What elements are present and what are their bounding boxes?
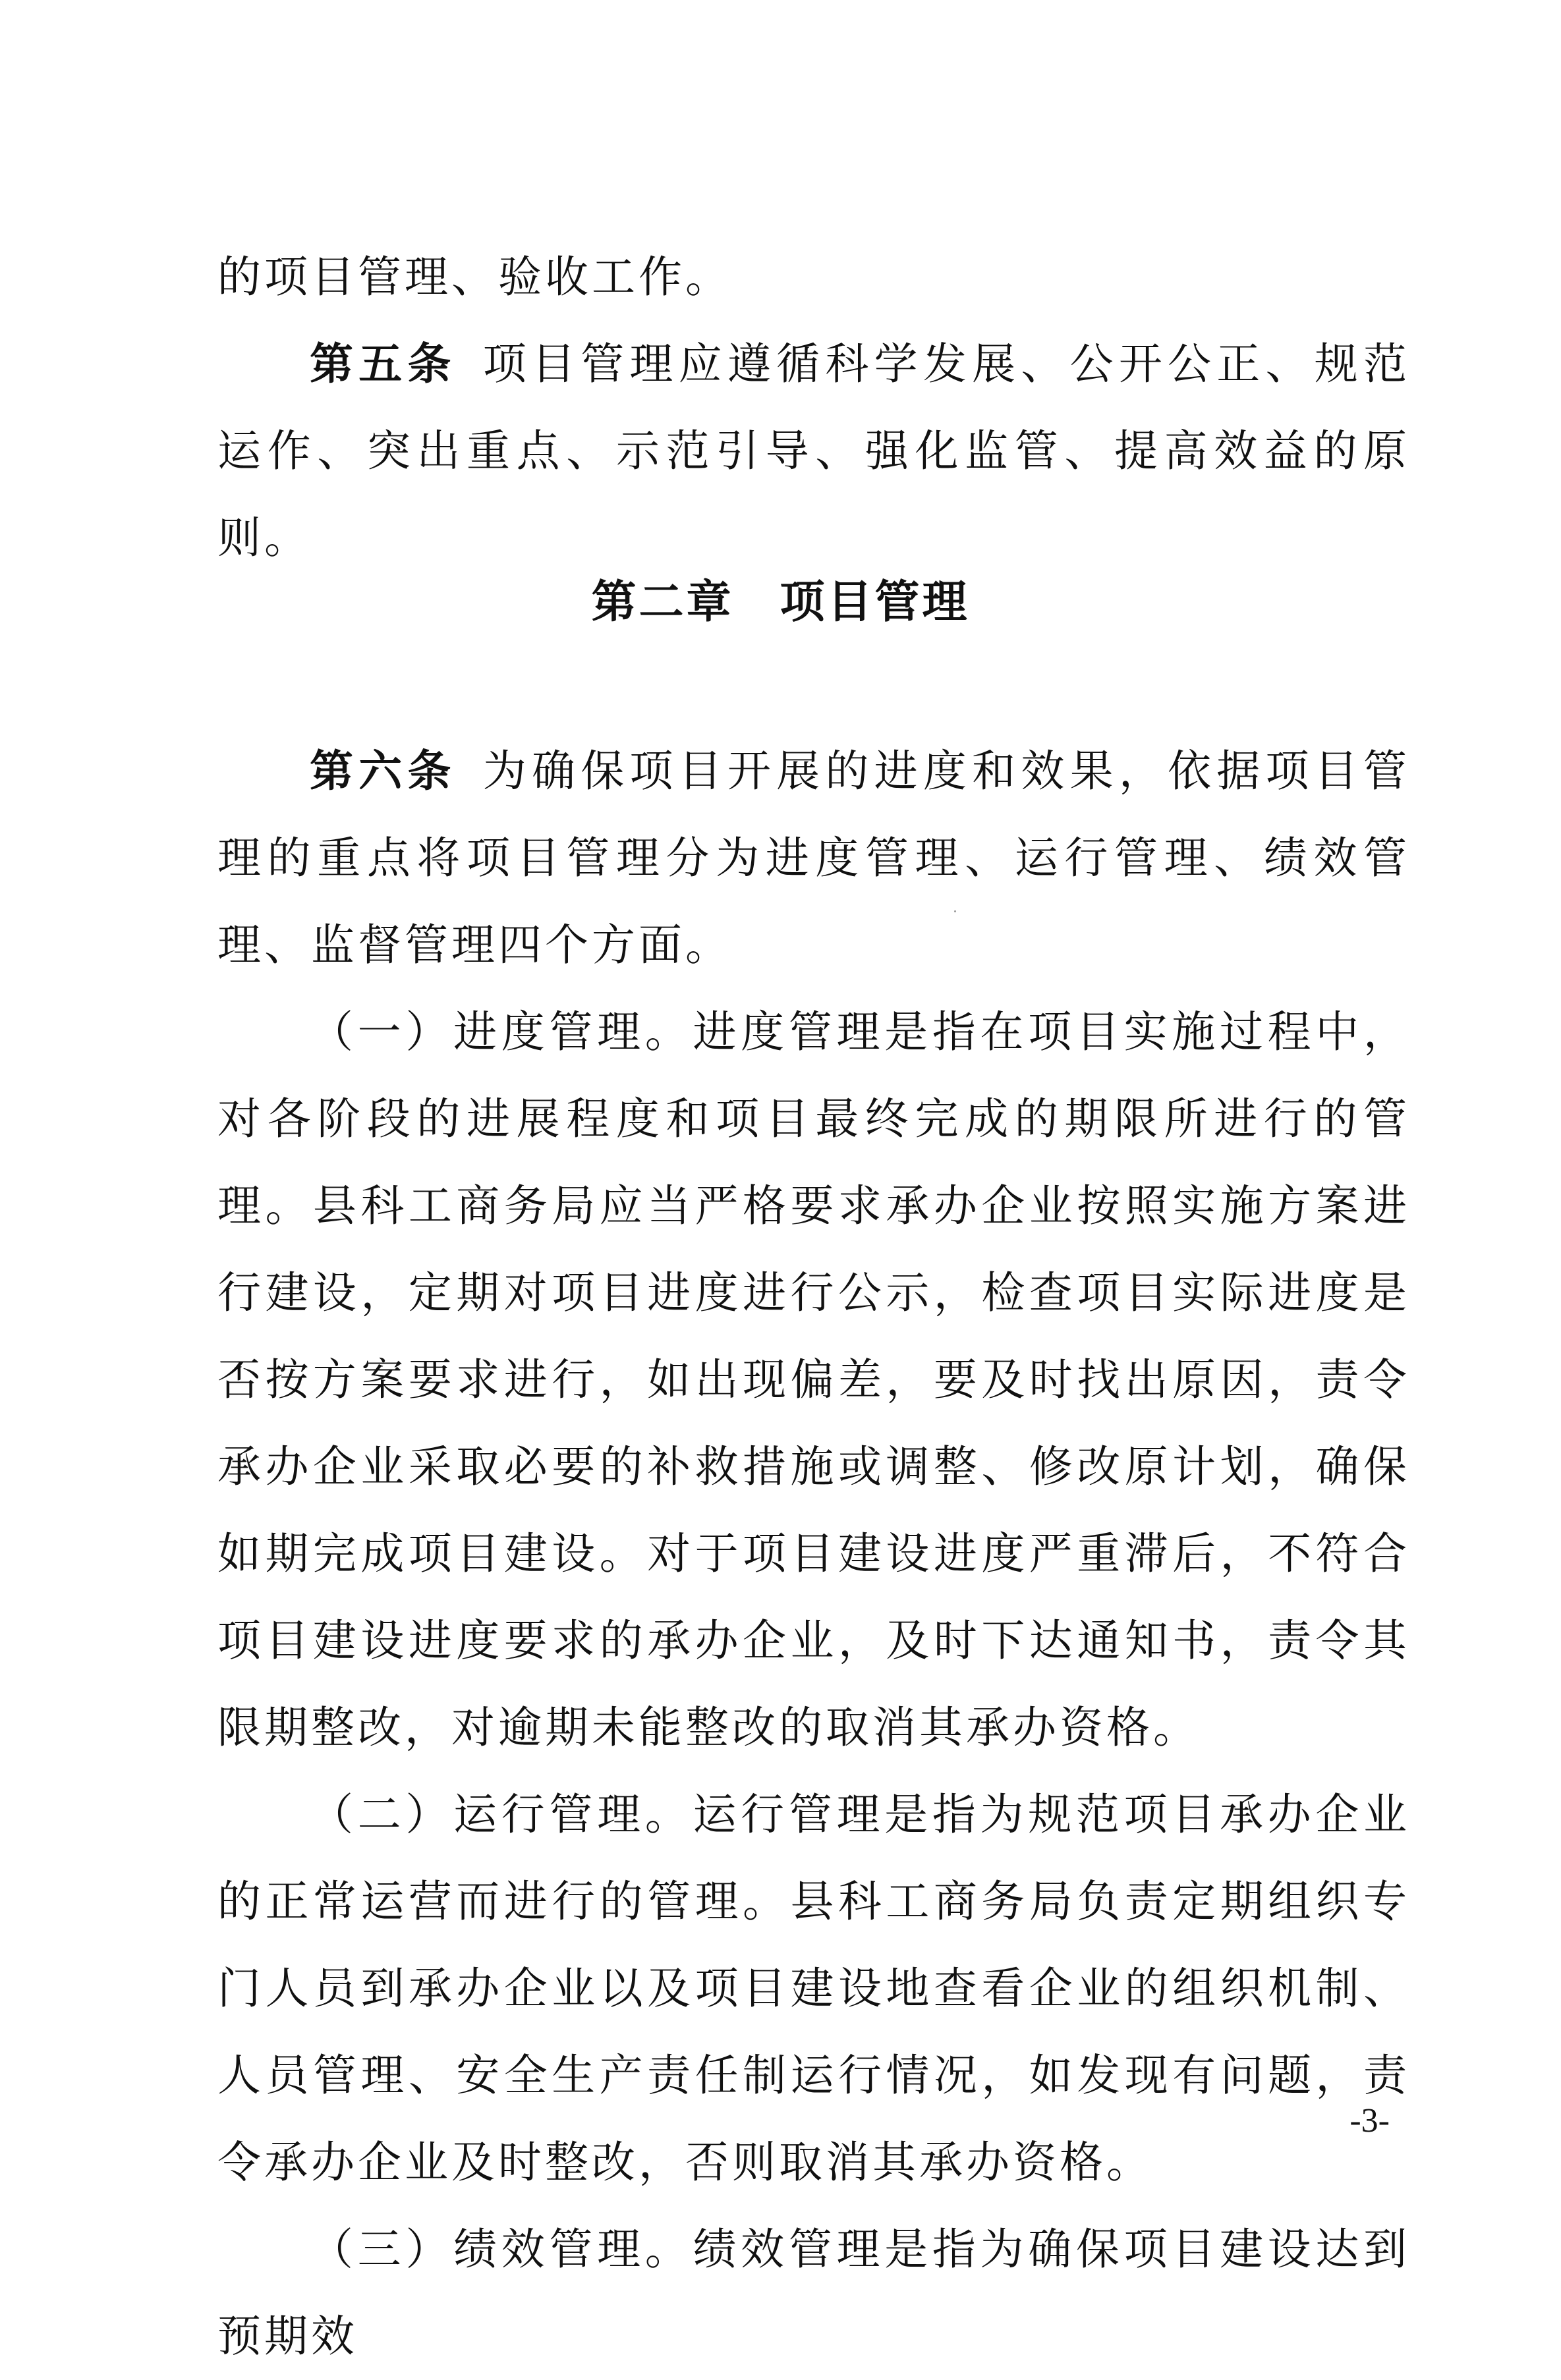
body-main — [217, 728, 1410, 2380]
item-operation-management: （二）运行管理。运行管理是指为规范项目承办企业的正常运营而进行的管理。县科工商务局负责定期组织专门人员到承办企业以及项目建设地查看企业的组织机制、人员管理、安全生产责任制运行情况，如发现有问题，责令承办企业及时整改，否则取消其承办资格。 — [217, 1789, 1410, 2188]
continued-text: 的项目管理、验收工作。 — [217, 252, 732, 302]
article-5-label: 第五条 — [310, 339, 457, 389]
scan-speck — [954, 910, 956, 912]
article-5-text: 项目管理应遵循科学发展、公开公正、规范运作、突出重点、示范引导、强化监管、提高效益的原则。 — [217, 339, 1411, 563]
article-5 — [217, 321, 1410, 582]
item-progress-management: （一）进度管理。进度管理是指在项目实施过程中，对各阶段的进展程度和项目最终完成的期限所进行的管理。县科工商务局应当严格要求承办企业按照实施方案进行建设，定期对项目进度进行公示，检查项目实际进度是否按方案要求进行，如出现偏差，要及时找出原因，责令承办企业采取必要的补救措施或调整、修改原计划，确保如期完成项目建设。对于项目建设进度严重滞后，不符合项目建设进度要求的承办企业，及时下达通知书，责令其限期整改，对逾期未能整改的取消其承办资格。 — [217, 1007, 1410, 1753]
chapter-heading — [0, 567, 1561, 630]
article-6-text: 为确保项目开展的进度和效果，依据项目管理的重点将项目管理分为进度管理、运行管理、绩效管理、监督管理四个方面。 — [217, 746, 1411, 970]
body-top — [217, 234, 1410, 582]
article-6 — [217, 728, 1410, 989]
article-6-label: 第六条 — [310, 746, 457, 796]
chapter-title: 项目管理 — [780, 576, 970, 628]
page-number: -3- — [1349, 2102, 1390, 2140]
chapter-number: 第二章 — [591, 576, 734, 628]
item-performance-management: （三）绩效管理。绩效管理是指为确保项目建设达到预期效 — [217, 2224, 1410, 2362]
